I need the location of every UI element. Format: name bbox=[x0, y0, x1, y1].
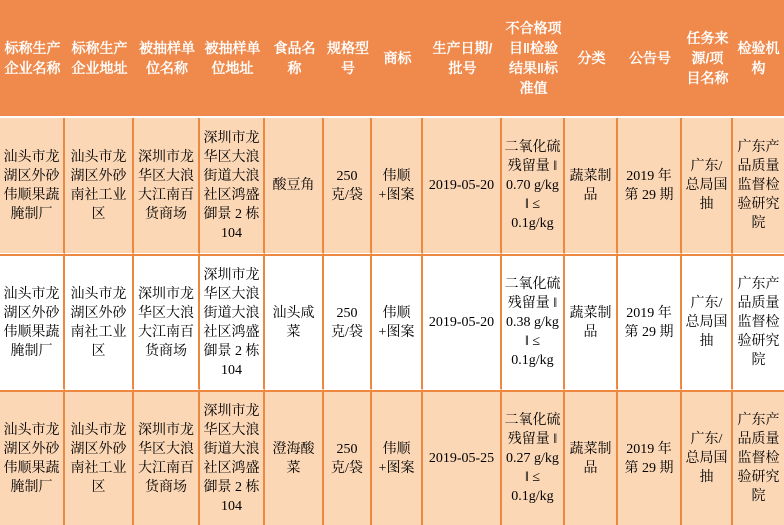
table-cell: 2019 年第 29 期 bbox=[618, 390, 682, 525]
table-body bbox=[0, 118, 784, 525]
column-header: 分类 bbox=[565, 0, 618, 118]
table-cell: 广东产品质量监督检验研究院 bbox=[733, 118, 784, 254]
column-header: 不合格项目‖检验结果‖标准值 bbox=[502, 0, 565, 118]
column-header: 标称生产企业名称 bbox=[0, 0, 65, 118]
table-cell: 二氧化硫残留量 ‖ 0.70 g/kg ‖ ≤ 0.1g/kg bbox=[502, 118, 565, 254]
table-cell: 汕头市龙湖区外砂南社工业区 bbox=[65, 118, 134, 254]
table-cell: 汕头市龙湖区外砂南社工业区 bbox=[65, 390, 134, 525]
column-header: 标称生产企业地址 bbox=[65, 0, 134, 118]
table-cell: 深圳市龙华区大浪街道大浪社区鸿盛御景 2 栋 104 bbox=[200, 390, 265, 525]
table-cell: 蔬菜制品 bbox=[565, 390, 618, 525]
table-cell: 广东/总局国抽 bbox=[682, 254, 733, 390]
table-cell: 深圳市龙华区大浪大江南百货商场 bbox=[134, 254, 200, 390]
table-cell: 深圳市龙华区大浪街道大浪社区鸿盛御景 2 栋 104 bbox=[200, 254, 265, 390]
table-cell: 广东产品质量监督检验研究院 bbox=[733, 254, 784, 390]
table-row bbox=[0, 390, 784, 525]
column-header: 规格型号 bbox=[324, 0, 372, 118]
table-cell: 蔬菜制品 bbox=[565, 118, 618, 254]
column-header: 检验机构 bbox=[733, 0, 784, 118]
column-header: 被抽样单位名称 bbox=[134, 0, 200, 118]
column-header: 被抽样单位地址 bbox=[200, 0, 265, 118]
column-header: 生产日期/批号 bbox=[423, 0, 502, 118]
table-cell: 蔬菜制品 bbox=[565, 254, 618, 390]
table-cell: 2019-05-25 bbox=[423, 390, 502, 525]
table-cell: 深圳市龙华区大浪大江南百货商场 bbox=[134, 390, 200, 525]
table-cell: 广东/总局国抽 bbox=[682, 118, 733, 254]
table-row bbox=[0, 118, 784, 254]
table-cell: 2019-05-20 bbox=[423, 118, 502, 254]
table-cell: 深圳市龙华区大浪大江南百货商场 bbox=[134, 118, 200, 254]
column-header: 公告号 bbox=[618, 0, 682, 118]
table-cell: 汕头市龙湖区外砂南社工业区 bbox=[65, 254, 134, 390]
table-cell: 汕头市龙湖区外砂伟顺果蔬腌制厂 bbox=[0, 118, 65, 254]
table-cell: 汕头市龙湖区外砂伟顺果蔬腌制厂 bbox=[0, 390, 65, 525]
table-header bbox=[0, 0, 784, 118]
table-cell: 二氧化硫残留量 ‖ 0.27 g/kg ‖ ≤ 0.1g/kg bbox=[502, 390, 565, 525]
table-cell: 澄海酸菜 bbox=[265, 390, 324, 525]
table-cell: 汕头市龙湖区外砂伟顺果蔬腌制厂 bbox=[0, 254, 65, 390]
table-cell: 汕头咸菜 bbox=[265, 254, 324, 390]
table-cell: 250 克/袋 bbox=[324, 118, 372, 254]
table-cell: 伟顺+图案 bbox=[372, 390, 423, 525]
table-cell: 深圳市龙华区大浪街道大浪社区鸿盛御景 2 栋 104 bbox=[200, 118, 265, 254]
table-cell: 二氧化硫残留量 ‖ 0.38 g/kg ‖ ≤ 0.1g/kg bbox=[502, 254, 565, 390]
table-row bbox=[0, 254, 784, 390]
table-cell: 2019 年第 29 期 bbox=[618, 118, 682, 254]
column-header: 商标 bbox=[372, 0, 423, 118]
table-cell: 250 克/袋 bbox=[324, 254, 372, 390]
table-cell: 2019 年第 29 期 bbox=[618, 254, 682, 390]
header-row bbox=[0, 0, 784, 118]
table-cell: 伟顺+图案 bbox=[372, 254, 423, 390]
table-cell: 广东产品质量监督检验研究院 bbox=[733, 390, 784, 525]
column-header: 食品名称 bbox=[265, 0, 324, 118]
table-cell: 250 克/袋 bbox=[324, 390, 372, 525]
column-header: 任务来源/项目名称 bbox=[682, 0, 733, 118]
table-cell: 酸豆角 bbox=[265, 118, 324, 254]
table-cell: 伟顺+图案 bbox=[372, 118, 423, 254]
table-cell: 2019-05-20 bbox=[423, 254, 502, 390]
table-cell: 广东/总局国抽 bbox=[682, 390, 733, 525]
